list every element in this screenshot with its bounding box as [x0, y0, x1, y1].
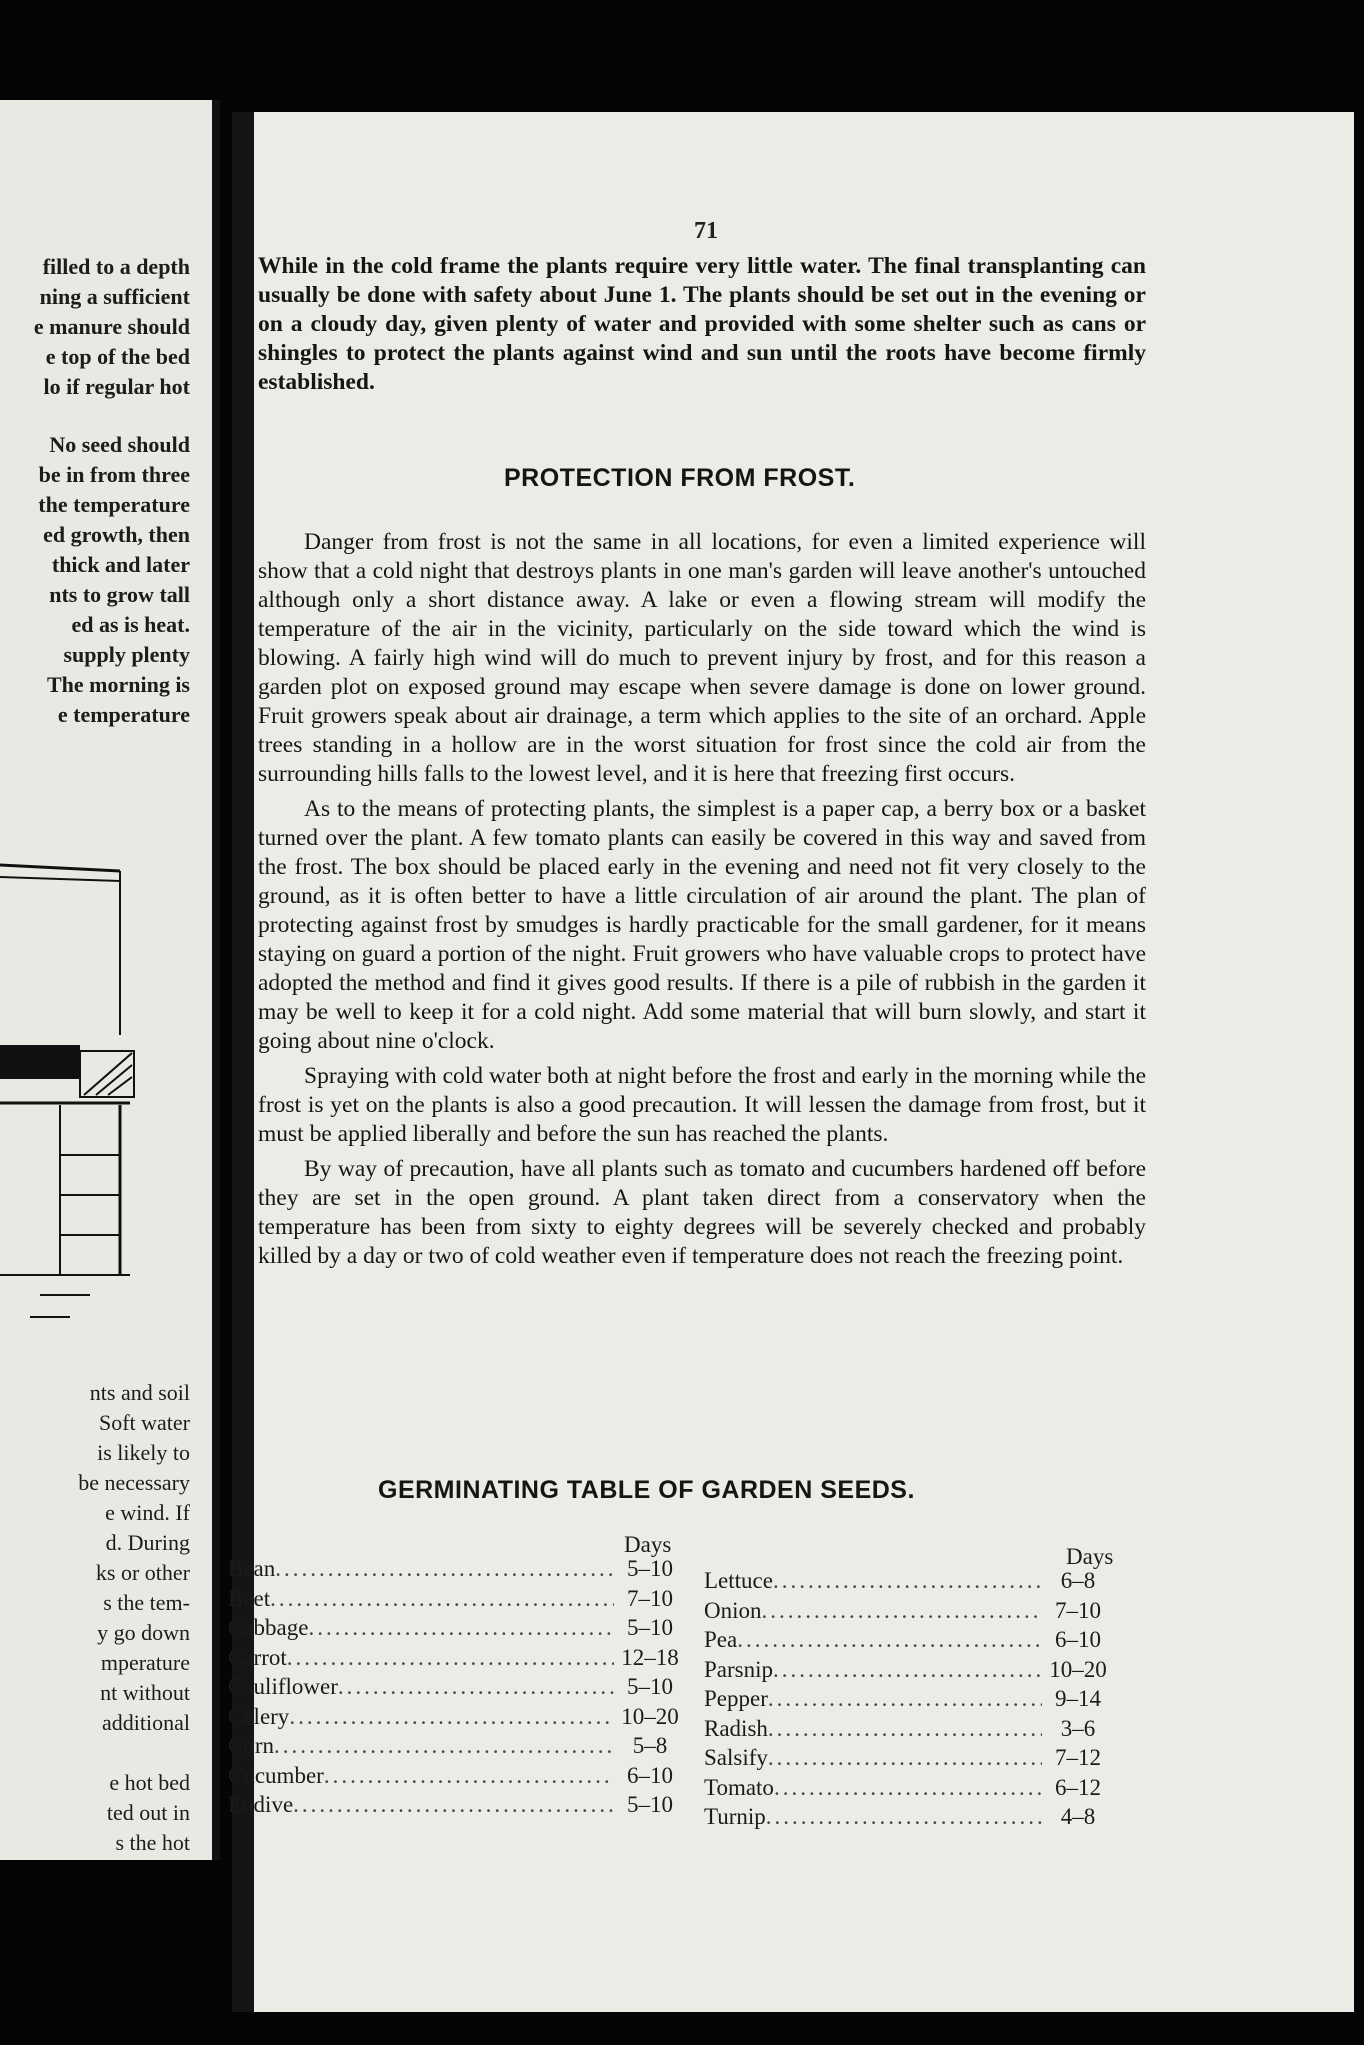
leader-dots	[275, 1554, 614, 1584]
leader-dots	[774, 1773, 1042, 1803]
table-row	[704, 1655, 1114, 1685]
facing-page-line: e temperature	[57, 702, 190, 727]
table-row	[704, 1743, 1114, 1773]
facing-page-line: ed growth, then	[43, 522, 190, 547]
facing-page-line: y go down	[97, 1620, 190, 1645]
seed-name: Celery	[228, 1703, 290, 1729]
leader-dots	[768, 1684, 1042, 1714]
facing-page-line: e top of the bed	[45, 344, 190, 369]
seed-days: 9–14	[1055, 1686, 1101, 1711]
facing-page-line: the temperature	[38, 492, 190, 517]
leader-dots	[293, 1790, 614, 1820]
leader-dots	[762, 1596, 1043, 1626]
page-gutter	[212, 100, 220, 1860]
facing-page-line: is likely to	[97, 1440, 190, 1465]
germination-table-left-column	[228, 1554, 686, 1820]
seed-days: 5–10	[627, 1556, 673, 1581]
table-row	[704, 1625, 1114, 1655]
facing-page-line: e wind. If	[105, 1500, 190, 1525]
leader-dots	[338, 1672, 614, 1702]
facing-page-line: s the tem-	[103, 1590, 190, 1615]
table-row	[228, 1584, 686, 1614]
facing-page-line: thick and later	[51, 552, 190, 577]
days-column-label-right: Days	[1066, 1544, 1114, 1569]
seed-days: 6–12	[1055, 1774, 1101, 1800]
leader-dots	[289, 1702, 614, 1732]
frost-paragraph: As to the means of protecting plants, the simplest is a paper cap, a berry box or a basket turned over the plant. A few tomato plants can easily be covered in this way and saved from the frost. The box should be placed early in the evening and need not fit very closely to the ground, as it is often better to have a little circulation of air around the plant. The plan of protecting against frost by smudges is hardly practicable for the small gardener, for it means staying on guard a portion of the night. Fruit growers who have valuable crops to protect have adopted the method and find it gives good results. If there is a pile of rubbish in the garden it may be well to keep it for a cold night. Add some material that will burn slowly, and start it going about nine o'clock.	[258, 796, 1146, 1054]
germination-table-heading: GERMINATING TABLE OF GARDEN SEEDS.	[378, 1476, 915, 1504]
table-row	[704, 1566, 1114, 1596]
seed-name: Corn	[228, 1733, 274, 1758]
facing-page-line: lo if regular hot	[43, 374, 190, 399]
leader-dots	[308, 1613, 614, 1643]
leader-dots	[270, 1584, 614, 1614]
leader-dots	[324, 1761, 614, 1791]
facing-page-line: filled to a depth	[42, 254, 190, 279]
frost-section-heading: PROTECTION FROM FROST.	[504, 464, 856, 492]
table-row	[704, 1802, 1114, 1832]
seed-days: 7–10	[1055, 1597, 1101, 1623]
facing-page-line: be necessary	[78, 1470, 190, 1495]
seed-name: Salsify	[704, 1745, 768, 1770]
seed-name: Tomato	[704, 1774, 774, 1800]
facing-page-line: The morning is	[46, 672, 190, 697]
table-row	[228, 1672, 686, 1702]
seed-days: 6–10	[627, 1762, 673, 1788]
table-row	[228, 1731, 686, 1761]
seed-days: 6–8	[1060, 1568, 1096, 1593]
facing-page-line: e hot bed	[109, 1770, 190, 1795]
leader-dots	[773, 1655, 1042, 1685]
seed-name: Bean	[228, 1556, 276, 1581]
facing-page-line: e manure should	[33, 314, 190, 339]
leader-dots	[287, 1643, 614, 1673]
table-row	[704, 1773, 1114, 1803]
seed-days: 6–10	[1055, 1627, 1101, 1652]
seed-days: 5–10	[627, 1792, 673, 1817]
seed-name: Lettuce	[704, 1568, 773, 1593]
facing-page-line: supply plenty	[63, 642, 190, 667]
leader-dots	[766, 1802, 1042, 1832]
seed-days: 5–10	[627, 1674, 673, 1699]
page-number: 71	[694, 218, 718, 244]
facing-page-line: be in from three	[38, 462, 190, 487]
frost-paragraph: By way of precaution, have all plants such as tomato and cucumbers hardened off before they are set in the open ground. A plant taken direct from a conservatory when the temperature has been from sixty to eighty degrees will be severely checked and probably killed by a day or two of cold weather even if temperature does not reach the freezing point.	[258, 1156, 1146, 1269]
facing-page-line: No seed should	[49, 432, 190, 457]
facing-page-line: additional	[102, 1710, 190, 1735]
seed-name: Turnip	[704, 1804, 766, 1829]
seed-days: 5–10	[627, 1615, 673, 1640]
table-row	[704, 1596, 1114, 1626]
seed-name: Cabbage	[228, 1615, 309, 1640]
facing-page-line: nts to grow tall	[49, 582, 190, 607]
seed-name: Radish	[704, 1715, 768, 1741]
facing-page-line: ks or other	[95, 1560, 190, 1585]
facing-page	[0, 100, 218, 1860]
seed-name: Pea	[704, 1627, 738, 1652]
leader-dots	[768, 1743, 1042, 1773]
seed-name: Endive	[228, 1792, 294, 1817]
seed-days: 10–20	[1049, 1656, 1107, 1682]
seed-days: 7–10	[627, 1585, 673, 1611]
leader-dots	[768, 1714, 1042, 1744]
seed-days: 5–8	[632, 1733, 668, 1758]
facing-page-line: ning a sufficient	[39, 284, 190, 309]
seed-name: Carrot	[228, 1644, 287, 1670]
intro-paragraph-block	[258, 252, 1146, 403]
leader-dots	[773, 1566, 1042, 1596]
table-row	[228, 1790, 686, 1820]
seed-days: 4–8	[1060, 1804, 1096, 1829]
table-row	[228, 1554, 686, 1584]
leader-dots	[274, 1731, 614, 1761]
frost-paragraph: Spraying with cold water both at night before the frost and early in the morning while the frost is yet on the plants is also a good precaution. It will lessen the damage from frost, but it must be applied liberally and before the sun has reached the plants.	[258, 1063, 1146, 1147]
seed-name: Onion	[704, 1597, 762, 1623]
seed-days: 3–6	[1060, 1715, 1096, 1741]
table-row	[228, 1761, 686, 1791]
table-row	[228, 1702, 686, 1732]
table-row	[228, 1613, 686, 1643]
frost-section-body	[258, 528, 1146, 1277]
table-row	[228, 1643, 686, 1673]
facing-page-line: Soft water	[98, 1410, 190, 1435]
facing-page-line: nt without	[100, 1680, 190, 1705]
seed-days: 10–20	[621, 1703, 679, 1729]
intro-paragraph: While in the cold frame the plants require very little water. The final transplanting can usually be done with safety about June 1. The plants should be set out in the evening or on a cloudy day, given plenty of water and provided with some shelter such as cans or shingles to protect the plants against wind and sun until the roots have become firmly established.	[258, 253, 1146, 395]
seed-name: Cauliflower	[228, 1674, 338, 1699]
facing-page-line: d. During	[105, 1530, 190, 1555]
germination-table-right-column	[704, 1566, 1114, 1832]
table-row	[704, 1714, 1114, 1744]
facing-page-line: ted out in	[106, 1800, 190, 1825]
leader-dots	[737, 1625, 1042, 1655]
frost-paragraph: Danger from frost is not the same in all locations, for even a limited experience will show that a cold night that destroys plants in one man's garden will leave another's untouched although only a short distance away. A lake or even a flowing stream will modify the temperature of the air in the vicinity, particularly on the side toward which the wind is blowing. A fairly high wind will do much to prevent injury by frost, and for this reason a garden plot on exposed ground may escape when severe damage is done on lower ground. Fruit growers speak about air drainage, a term which applies to the site of an orchard. Apple trees standing in a hollow are in the worst situation for frost since the cold air from the surrounding hills falls to the lowest level, and it is here that freezing first occurs.	[258, 529, 1146, 787]
facing-page-line: ed as is heat.	[71, 612, 190, 637]
days-column-label-left: Days	[624, 1532, 672, 1557]
seed-name: Parsnip	[704, 1656, 773, 1682]
facing-page-line: mperature	[100, 1650, 190, 1675]
cold-frame-illustration	[0, 855, 140, 1335]
facing-page-line: nts and soil	[89, 1380, 190, 1405]
facing-page-line: s the hot	[115, 1830, 190, 1855]
seed-name: Beet	[228, 1585, 271, 1611]
seed-name: Pepper	[704, 1686, 768, 1711]
seed-days: 12–18	[621, 1644, 679, 1670]
seed-days: 7–12	[1055, 1745, 1101, 1770]
seed-name: Cucumber	[228, 1762, 324, 1788]
table-row	[704, 1684, 1114, 1714]
